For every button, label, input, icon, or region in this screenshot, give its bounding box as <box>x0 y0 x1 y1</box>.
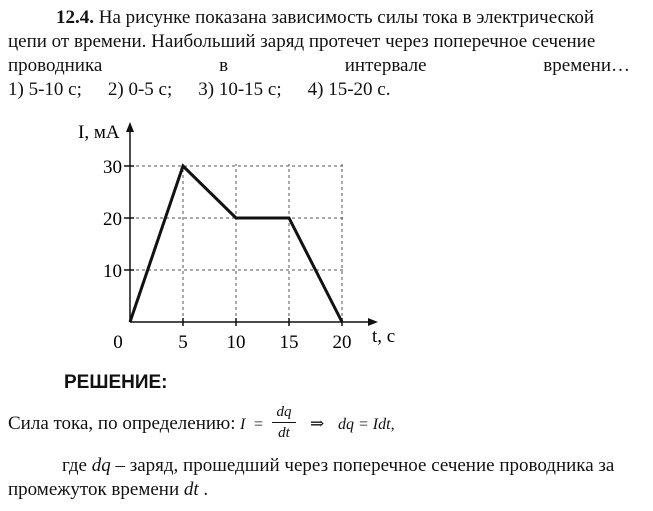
chart-grid <box>130 164 344 322</box>
problem-number: 12.4. <box>56 7 94 28</box>
x-axis-arrow <box>368 318 378 326</box>
answer-options <box>8 78 630 102</box>
chart-tick-labels <box>103 157 352 353</box>
answer-option-4: 4) 15-20 с. <box>307 79 391 100</box>
problem-line-1 <box>8 6 630 30</box>
definition-text: Сила тока, по определению: <box>8 413 236 434</box>
explanation-line-1 <box>8 454 636 478</box>
problem-text-1: На рисунке показана зависимость силы тока в электрической <box>98 7 595 28</box>
x-tick-label: 15 <box>279 332 299 353</box>
problem-line-2: цепи от времени. Наибольший заряд протечет через поперечное сечение <box>8 31 596 52</box>
symbol-dt: dt <box>183 479 199 500</box>
problem-word: времени… <box>543 55 630 76</box>
explanation-prefix: где <box>62 455 92 476</box>
y-axis-label: I, мА <box>78 122 120 143</box>
x-axis-label: t, с <box>372 326 396 347</box>
answer-option-1: 1) 5-10 с; <box>8 79 82 100</box>
explanation-line-2 <box>8 478 636 502</box>
formula-lhs: I <box>240 416 246 433</box>
origin-label: 0 <box>113 332 123 353</box>
x-tick-label: 10 <box>226 332 246 353</box>
formula-rhs: dq = Idt, <box>338 416 395 433</box>
implies-arrow: ⇒ <box>310 414 325 433</box>
symbol-dq: dq <box>91 455 111 476</box>
explanation-rest: – заряд, прошедший через поперечное сечение проводника за <box>110 455 615 476</box>
explanation <box>8 454 636 502</box>
y-axis-arrow <box>126 122 134 132</box>
answer-option-3: 3) 10-15 с; <box>198 79 282 100</box>
current-time-chart <box>70 118 410 360</box>
y-tick-label: 10 <box>103 261 122 282</box>
problem-word: в <box>219 55 229 76</box>
x-tick-label: 5 <box>178 332 188 353</box>
formula-denominator: dt <box>278 425 290 441</box>
problem-line-3 <box>8 54 630 78</box>
definition-line <box>8 402 608 446</box>
formula-fraction <box>272 402 296 443</box>
answer-option-2: 2) 0-5 с; <box>107 79 173 100</box>
problem-word: интервале <box>344 55 427 76</box>
solution-heading: РЕШЕНИЕ: <box>64 372 168 393</box>
problem-word: проводника <box>8 55 103 76</box>
x-tick-label: 20 <box>332 332 352 353</box>
explanation-line-2-text: промежуток времени <box>8 479 184 500</box>
y-tick-label: 20 <box>103 209 122 230</box>
formula-equals: = <box>254 416 264 433</box>
problem-statement <box>8 6 630 102</box>
y-tick-label: 30 <box>103 157 122 178</box>
explanation-end: . <box>198 479 209 500</box>
formula-numerator: dq <box>272 402 296 423</box>
